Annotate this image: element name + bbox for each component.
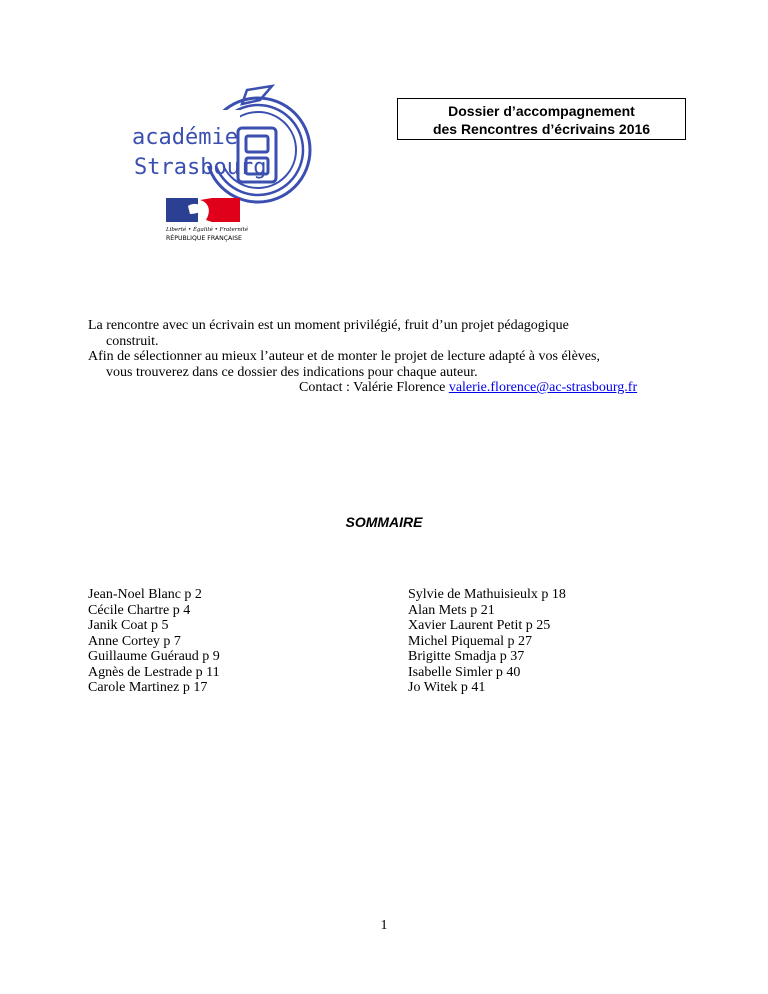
toc-entry: Anne Cortey p 7 [88,633,181,649]
logo-text-strasbourg: Strasbourg [134,155,267,180]
intro-text [88,318,708,396]
republic-motto: Liberté • Égalité • Fraternité [166,227,249,233]
marianne-flag-icon [166,198,240,222]
intro-p1-line2: construit. [106,333,159,349]
intro-p2-line1: Afin de sélectionner au mieux l’auteur et de monter le projet de lecture adapté à vos élèves, [88,349,600,364]
contact-label: Contact : Valérie Florence [299,380,446,395]
toc-entry: Guillaume Guéraud p 9 [88,649,220,664]
toc-entry: Isabelle Simler p 40 [408,664,521,680]
toc-entry: Jean-Noel Blanc p 2 [88,587,202,602]
toc-entry: Sylvie de Mathuisieulx p 18 [408,587,566,602]
contact-email-link[interactable]: valerie.florence@ac-strasbourg.fr [448,380,638,395]
toc-entry: Alan Mets p 21 [408,602,495,618]
title-line-2: des Rencontres d’écrivains 2016 [432,121,651,137]
document-title-box [397,98,686,140]
toc-entry: Michel Piquemal p 27 [408,633,533,649]
title-line-1: Dossier d’accompagnement [448,103,635,119]
toc-right-column [408,587,566,696]
toc-entry: Cécile Chartre p 4 [88,602,191,618]
page-number: 1 [380,918,388,933]
toc-left-column [88,587,220,696]
toc-entry: Xavier Laurent Petit p 25 [408,618,551,633]
republic-name: RÉPUBLIQUE FRANÇAISE [166,235,242,242]
academie-strasbourg-logo [130,80,320,250]
toc-entry: Janik Coat p 5 [88,618,169,633]
intro-p2-line2: vous trouverez dans ce dossier des indications pour chaque auteur. [106,364,478,380]
toc-entry: Carole Martinez p 17 [88,680,208,695]
toc-entry: Brigitte Smadja p 37 [408,649,525,664]
toc-entry: Jo Witek p 41 [408,680,486,695]
toc-entry: Agnès de Lestrade p 11 [88,664,220,680]
sommaire-heading: SOMMAIRE [345,514,423,530]
contact-line [88,380,708,396]
intro-p1-line1: La rencontre avec un écrivain est un moment privilégié, fruit d’un projet pédagogique [88,318,569,333]
logo-text-academie: académie [132,125,238,150]
